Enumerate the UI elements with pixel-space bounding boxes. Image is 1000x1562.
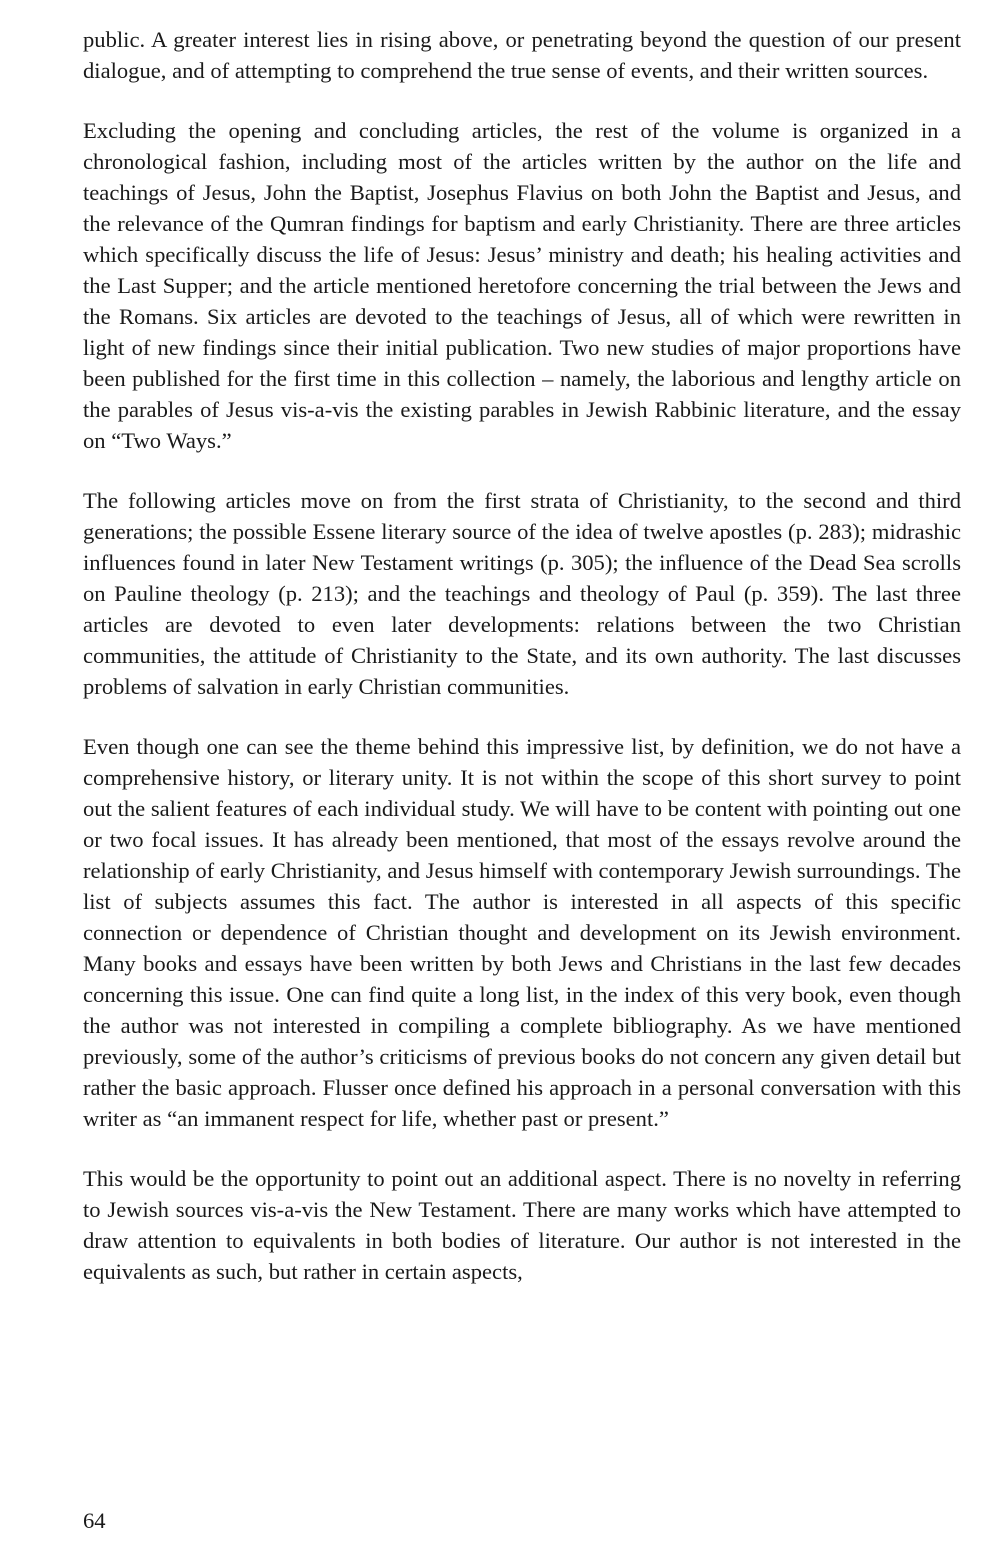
page-body <box>83 24 961 1316</box>
page-number: 64 <box>83 1508 106 1533</box>
paragraph-2: Excluding the opening and concluding articles, the rest of the volume is organized in a chronological fashion, including most of the articles written by the author on the life and teachings of Jesus, John the Baptist, Josephus Flavius on both John the Baptist and Jesus, and the relevance of the Qumran findings for baptism and early Christianity. There are three articles which specifically discuss the life of Jesus: Jesus’ ministry and death; his healing activities and the Last Supper; and the article mentioned heretofore concerning the trial between the Jews and the Romans. Six articles are devoted to the teachings of Jesus, all of which were rewritten in light of new findings since their initial publication. Two new studies of major proportions have been published for the first time in this collection – namely, the laborious and lengthy article on the parables of Jesus vis-a-vis the existing parables in Jewish Rabbinic literature, and the essay on “Two Ways.” <box>83 118 961 453</box>
paragraph-1: public. A greater interest lies in rising above, or penetrating beyond the question of our present dialogue, and of attempting to comprehend the true sense of events, and their written sources. <box>83 27 961 83</box>
paragraph-4: Even though one can see the theme behind this impressive list, by definition, we do not have a comprehensive history, or literary unity. It is not within the scope of this short survey to point out the salient features of each individual study. We will have to be content with pointing out one or two focal issues. It has already been mentioned, that most of the essays revolve around the relationship of early Christianity, and Jesus himself with contemporary Jewish surroundings. The list of subjects assumes this fact. The author is interested in all aspects of this specific connection or dependence of Christian thought and development on its Jewish environment. Many books and essays have been written by both Jews and Christians in the last few decades concerning this issue. One can find quite a long list, in the index of this very book, even though the author was not interested in compiling a complete bibliography. As we have mentioned previously, some of the author’s criticisms of previous books do not concern any given detail but rather the basic approach. Flusser once defined his approach in a personal conversation with this writer as “an immanent respect for life, whether past or present.” <box>83 734 961 1131</box>
paragraph-5: This would be the opportunity to point out an additional aspect. There is no novelty in referring to Jewish sources vis-a-vis the New Testament. There are many works which have attempted to draw attention to equivalents in both bodies of literature. Our author is not interested in the equivalents as such, but rather in certain aspects, <box>83 1166 961 1284</box>
paragraph-3: The following articles move on from the first strata of Christianity, to the second and third generations; the possible Essene literary source of the idea of twelve apostles (p. 283); midrashic influences found in later New Testament writings (p. 305); the influence of the Dead Sea scrolls on Pauline theology (p. 213); and the teachings and theology of Paul (p. 359). The last three articles are devoted to even later developments: relations between the two Christian communities, the attitude of Christianity to the State, and its own authority. The last discusses problems of salvation in early Christian communities. <box>83 488 961 699</box>
